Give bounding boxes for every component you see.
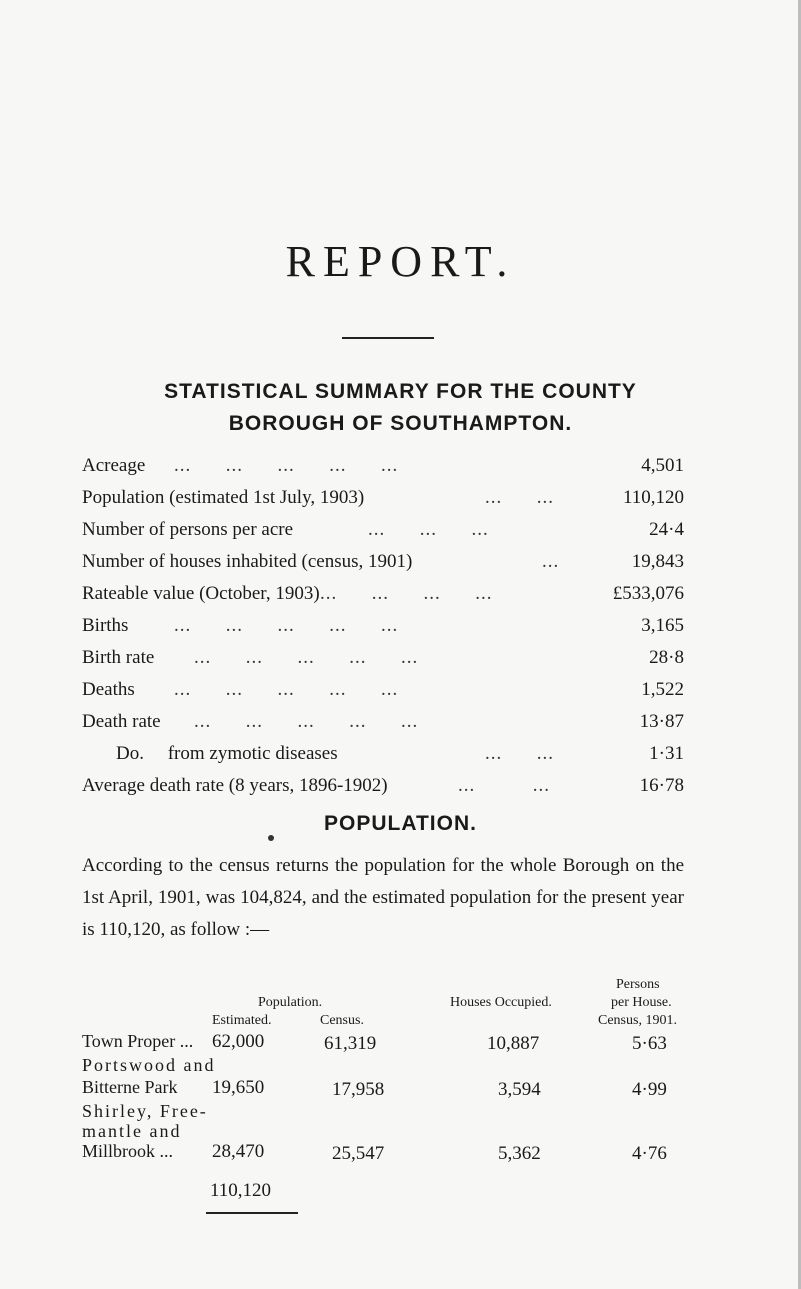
cell-estimated: 19,650 (212, 1077, 265, 1098)
leader-dots: ... ... (485, 743, 554, 764)
leader-dots: ... ... (458, 775, 550, 796)
stat-row (82, 546, 684, 578)
stat-value: 24·4 (649, 519, 684, 540)
header-census: Census. (320, 1013, 364, 1028)
summary-heading-line-2: BOROUGH OF SOUTHAMPTON. (228, 412, 573, 435)
stat-row (82, 578, 684, 610)
stat-row (82, 770, 684, 802)
leader-dots: ... ... ... ... ... (174, 455, 399, 476)
stat-row (82, 674, 684, 706)
leader-dots: ... ... (485, 487, 554, 508)
stat-value: 28·8 (649, 647, 684, 668)
stat-label: Acreage (82, 455, 146, 476)
stat-value: 3,165 (641, 615, 684, 636)
stat-row (82, 514, 684, 546)
title-rule (342, 337, 434, 339)
stat-label: Death rate (82, 711, 161, 732)
cell-houses: 5,362 (498, 1143, 541, 1164)
row-label-millbrook: Millbrook ... (82, 1141, 174, 1161)
row-label-bitterne-park: Bitterne Park (82, 1077, 178, 1097)
cell-houses: 10,887 (487, 1033, 540, 1054)
stat-label: Average death rate (8 years, 1896-1902) (82, 775, 388, 796)
stat-value: 110,120 (622, 487, 684, 508)
cell-persons: 4·99 (632, 1079, 667, 1100)
cell-houses: 3,594 (498, 1079, 541, 1100)
page-title: REPORT. (285, 237, 516, 286)
stat-row (82, 610, 684, 642)
stat-label: Deaths (82, 679, 135, 700)
header-persons-line-3: Census, 1901. (598, 1013, 677, 1028)
stat-value: 19,843 (631, 551, 684, 572)
cell-census: 61,319 (324, 1033, 377, 1054)
stat-label: Birth rate (82, 647, 155, 668)
statistical-summary (82, 450, 684, 802)
row-label-portswood: Portswood and (82, 1055, 216, 1075)
total-rule (206, 1212, 298, 1214)
header-houses-occupied: Houses Occupied. (450, 995, 552, 1010)
header-population: Population. (258, 995, 323, 1010)
cell-persons: 5·63 (632, 1033, 667, 1054)
leader-dots: ... ... ... ... (320, 583, 493, 604)
stat-label: Rateable value (October, 1903) (82, 583, 320, 604)
header-persons-line-2: per House. (611, 995, 672, 1010)
stat-row (82, 482, 684, 514)
stat-label: Population (estimated 1st July, 1903) (82, 487, 365, 508)
population-total: 110,120 (210, 1180, 272, 1201)
stat-label: Number of houses inhabited (census, 1901) (82, 551, 413, 572)
stat-value: £533,076 (612, 583, 684, 604)
header-persons-line-1: Persons (616, 977, 660, 992)
cell-estimated: 62,000 (212, 1031, 265, 1052)
stat-label: Do. from zymotic diseases (116, 743, 338, 764)
population-paragraph: According to the census returns the population for the whole Borough on the 1st April, 1901, was 104,824, and the estimated population for the present year is 110,120, as follow :— (82, 855, 684, 940)
stat-value: 4,501 (641, 455, 684, 476)
stat-row (82, 706, 684, 738)
leader-dots: ... ... ... ... ... (174, 679, 399, 700)
stat-row (82, 738, 684, 770)
cell-census: 25,547 (332, 1143, 385, 1164)
stat-row (82, 450, 684, 482)
stat-value: 16·78 (639, 775, 684, 796)
row-label-town-proper: Town Proper ... (82, 1031, 194, 1051)
stat-value: 1,522 (641, 679, 684, 700)
leader-dots: ... (542, 551, 560, 572)
bullet-mark (268, 835, 274, 841)
cell-estimated: 28,470 (212, 1141, 265, 1162)
population-heading: POPULATION. (324, 812, 477, 835)
summary-heading-line-1: STATISTICAL SUMMARY FOR THE COUNTY (164, 380, 637, 403)
row-label-shirley: Shirley, Free- (82, 1101, 208, 1121)
cell-census: 17,958 (332, 1079, 385, 1100)
stat-label: Births (82, 615, 129, 636)
leader-dots: ... ... ... ... ... (174, 615, 399, 636)
header-estimated: Estimated. (212, 1013, 272, 1028)
leader-dots: ... ... ... (368, 519, 489, 540)
stat-value: 13·87 (639, 711, 684, 732)
stat-value: 1·31 (649, 743, 684, 764)
stat-row (82, 642, 684, 674)
stat-label: Number of persons per acre (82, 519, 294, 540)
leader-dots: ... ... ... ... ... (194, 711, 419, 732)
leader-dots: ... ... ... ... ... (194, 647, 419, 668)
row-label-freemantle: mantle and (82, 1121, 182, 1141)
cell-persons: 4·76 (632, 1143, 667, 1164)
